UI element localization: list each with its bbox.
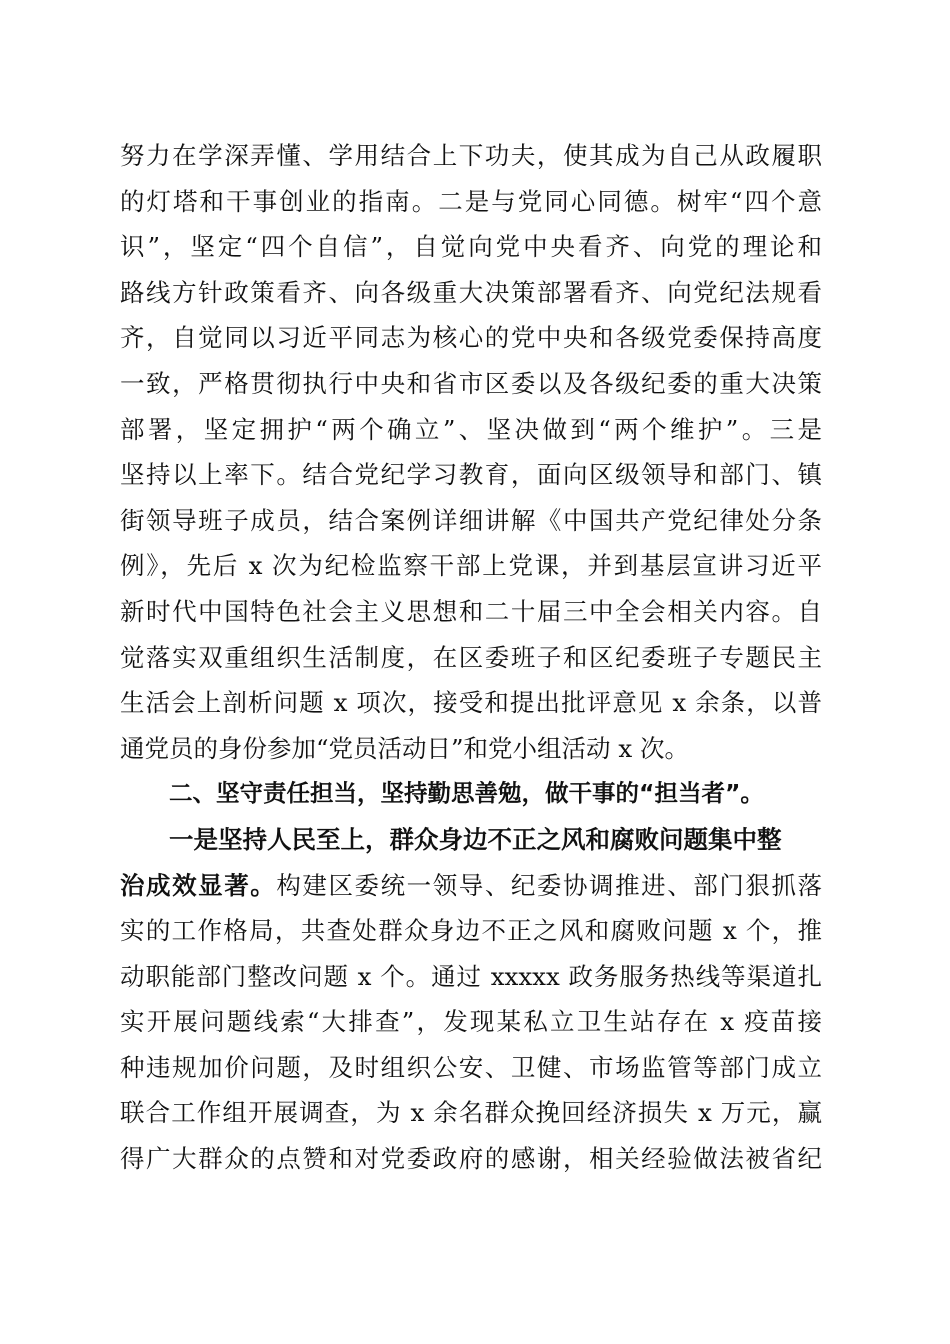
section-heading: 二、坚守责任担当，坚持勤思善勉，做干事的“担当者”。 [169,779,764,808]
body-line: 动职能部门整改问题 x 个。通过 xxxxx 政务服务热线等渠道扎 [120,961,822,991]
body-line: 识”，坚定“四个自信”，自觉向党中央看齐、向党的理论和 [120,232,822,262]
body-text-run: 构建区委统一领导、纪委协调推进、部门狠抓落 [276,870,823,900]
body-line: 种违规加价问题，及时组织公安、卫健、市场监管等部门成立 [120,1052,822,1082]
body-line: 路线方针政策看齐、向各级重大决策部署看齐、向党纪法规看 [120,277,822,307]
body-line: 街领导班子成员，结合案例详细讲解《中国共产党纪律处分条 [120,505,822,535]
body-line: 新时代中国特色社会主义思想和二十届三中全会相关内容。自 [120,596,822,626]
body-line: 实开展问题线索“大排查”，发现某私立卫生站存在 x 疫苗接 [120,1007,822,1037]
body-line: 坚持以上率下。结合党纪学习教育，面向区级领导和部门、镇 [120,460,822,490]
body-line: 部署，坚定拥护“两个确立”、坚决做到“两个维护”。三是 [120,414,822,444]
body-line: 的灯塔和干事创业的指南。二是与党同心同德。树牢“四个意 [120,186,822,216]
body-line: 努力在学深弄懂、学用结合上下功夫，使其成为自己从政履职 [120,141,822,170]
body-line: 实的工作格局，共查处群众身边不正之风和腐败问题 x 个，推 [120,916,822,946]
body-line [120,863,822,909]
body-line: 生活会上剖析问题 x 项次，接受和提出批评意见 x 余条，以普 [120,688,822,718]
body-line: 一致，严格贯彻执行中央和省市区委以及各级纪委的重大决策 [120,368,822,398]
body-line: 例》，先后 x 次为纪检监察干部上党课，并到基层宣讲习近平 [120,551,822,581]
body-line: 觉落实双重组织生活制度，在区委班子和区纪委班子专题民主 [120,642,822,672]
subsection-lead-end: 治成效显著。 [120,870,277,900]
body-line: 联合工作组开展调查，为 x 余名群众挽回经济损失 x 万元，赢 [120,1098,822,1128]
document-body [120,133,822,1182]
body-line: 通党员的身份参加“党员活动日”和党小组活动 x 次。 [120,733,689,763]
body-line: 得广大群众的点赞和对党委政府的感谢，相关经验做法被省纪 [120,1144,822,1174]
subsection-lead: 一是坚持人民至上，群众身边不正之风和腐败问题集中整 [169,824,782,854]
body-line: 齐，自觉同以习近平同志为核心的党中央和各级党委保持高度 [120,323,822,353]
